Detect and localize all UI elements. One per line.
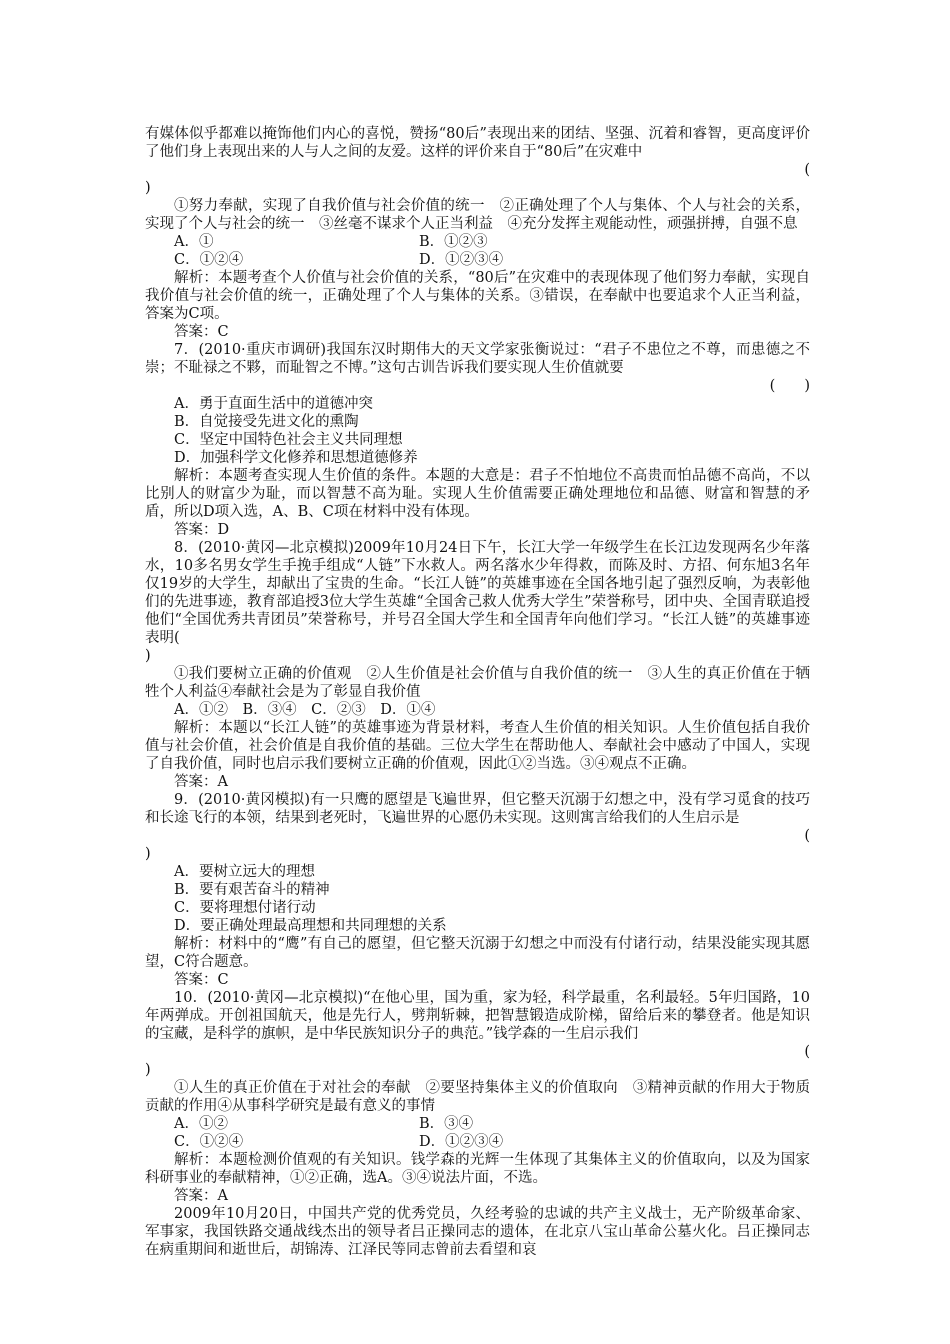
q10-option-a: A．①② (174, 1116, 228, 1132)
q10-paren-close: ) (145, 1062, 151, 1078)
q9-option-b: B．要有艰苦奋斗的精神 (174, 882, 330, 898)
q8-items: ①我们要树立正确的价值观 ②人生价值是社会价值与自我价值的统一 ③人生的真正价值在于牺牲个人利益④奉献社会是为了彰显自我价值 (145, 666, 810, 700)
q10-answer: 答案：A (174, 1188, 228, 1204)
q9-stem: 9．(2010·黄冈模拟)有一只鹰的愿望是飞遍世界，但它整天沉溺于幻想之中，没有学习觅食的技巧和长途飞行的本领，结果到老死时，飞遍世界的心愿仍未实现。这则寓言给我们的人生启示是 (145, 792, 810, 826)
q10-options-row-2 (145, 1133, 810, 1151)
q7-stem: 7．(2010·重庆市调研)我国东汉时期伟大的天文学家张衡说过：“君子不患位之不尊，而患德之不崇；不耻禄之不夥，而耻智之不博。”这句古训告诉我们要实现人生价值就要 (145, 342, 810, 376)
q6-option-c: C．①②④ (174, 252, 244, 268)
q6-option-a: A．① (174, 234, 214, 250)
q8-analysis: 解析：本题以“长江人链”的英雄事迹为背景材料，考查人生价值的相关知识。人生价值包括自我价值与社会价值，社会价值是自我价值的基础。三位大学生在帮助他人、奉献社会中感动了中国人，实现了自我价值，同时也启示我们要树立正确的价值观，因此①②当选。③④观点不正确。 (145, 720, 810, 772)
q9-paren-close: ) (145, 846, 151, 862)
q6-options-row-2 (145, 251, 810, 269)
q9-option-c: C．要将理想付诸行动 (174, 900, 316, 916)
q10-options-row-1 (145, 1115, 810, 1133)
q10-items: ①人生的真正价值在于对社会的奉献 ②要坚持集体主义的价值取向 ③精神贡献的作用大于物质贡献的作用④从事科学研究是最有意义的事情 (145, 1080, 810, 1114)
q7-option-a: A．勇于直面生活中的道德冲突 (174, 396, 373, 412)
q9-analysis: 解析：材料中的“鹰”有自己的愿望，但它整天沉溺于幻想之中而没有付诸行动，结果没能实现其愿望，C符合题意。 (145, 936, 810, 970)
q10-analysis: 解析：本题检测价值观的有关知识。钱学森的光辉一生体现了其集体主义的价值取向，以及为国家科研事业的奉献精神，①②正确，选A。③④说法片面，不选。 (145, 1152, 810, 1186)
q10-stem: 10．(2010·黄冈—北京模拟)“在他心里，国为重，家为轻，科学最重，名利最轻。5年归国路，10年两弹成。开创祖国航天，他是先行人，劈荆斩棘，把智慧锻造成阶梯，留给后来的攀登者。他是知识的宝藏，是科学的旗帜，是中华民族知识分子的典范。”钱学森的一生启示我们 (145, 990, 810, 1042)
material-paragraph: 2009年10月20日，中国共产党的优秀党员，久经考验的忠诚的共产主义战士，无产阶级革命家、军事家，我国铁路交通战线杰出的领导者吕正操同志的遗体，在北京八宝山革命公墓火化。吕正操同志在病重期间和逝世后，胡锦涛、江泽民等同志曾前去看望和哀 (145, 1206, 810, 1258)
q6-items: ①努力奉献，实现了自我价值与社会价值的统一 ②正确处理了个人与集体、个人与社会的关系，实现了个人与社会的统一 ③丝毫不谋求个人正当利益 ④充分发挥主观能动性，顽强拼搏，自强不息 (145, 198, 810, 232)
q7-option-d: D．加强科学文化修养和思想道德修养 (174, 450, 418, 466)
q7-option-b: B．自觉接受先进文化的熏陶 (174, 414, 359, 430)
q9-answer: 答案：C (174, 972, 229, 988)
q10-option-d: D．①②③④ (419, 1134, 504, 1150)
q6-analysis: 解析：本题考查个人价值与社会价值的关系，“80后”在灾难中的表现体现了他们努力奉献，实现自我价值与社会价值的统一，正确处理了个人与集体的关系。③错误，在奉献中也要追求个人正当利益，答案为C项。 (145, 270, 810, 322)
q8-options: A．①② B．③④ C．②③ D．①④ (174, 702, 436, 718)
q9-paren-open: ( (804, 828, 810, 844)
q10-option-c: C．①②④ (174, 1134, 244, 1150)
q10-option-b: B．③④ (419, 1116, 474, 1132)
q7-answer: 答案：D (174, 522, 230, 538)
q7-option-c: C．坚定中国特色社会主义共同理想 (174, 432, 403, 448)
q10-paren-open: ( (804, 1044, 810, 1060)
q7-analysis: 解析：本题考查实现人生价值的条件。本题的大意是：君子不怕地位不高贵而怕品德不高尚，不以比别人的财富少为耻，而以智慧不高为耻。实现人生价值需要正确处理地位和品德、财富和智慧的矛盾，所以D项入选，A、B、C项在材料中没有体现。 (145, 468, 810, 520)
q9-option-d: D．要正确处理最高理想和共同理想的关系 (174, 918, 447, 934)
q8-answer: 答案：A (174, 774, 228, 790)
q6-paren-close: ) (145, 180, 151, 196)
document-page (145, 125, 810, 1259)
q6-option-d: D．①②③④ (419, 252, 504, 268)
q6-options-row-1 (145, 233, 810, 251)
q6-stem: 有媒体似乎都难以掩饰他们内心的喜悦，赞扬“80后”表现出来的团结、坚强、沉着和睿智，更高度评价了他们身上表现出来的人与人之间的友爱。这样的评价来自于“80后”在灾难中 (145, 126, 810, 160)
q6-option-b: B．①②③ (419, 234, 488, 250)
q7-paren: ( ) (769, 378, 810, 394)
q8-stem: 8．(2010·黄冈—北京模拟)2009年10月24日下午，长江大学一年级学生在长江边发现两名少年落水，10多名男女学生手挽手组成“人链”下水救人。两名落水少年得救，而陈及时、方招、何东旭3名年仅19岁的大学生，却献出了宝贵的生命。“长江人链”的英雄事迹在全国各地引起了强烈反响，为表彰他们的先进事迹，教育部追授3位大学生英雄“全国舍己救人优秀大学生”荣誉称号，团中央、全国青联追授他们“全国优秀共青团员”荣誉称号，并号召全国大学生和全国青年向他们学习。“长江人链”的英雄事迹表明( (145, 540, 810, 646)
q6-answer: 答案：C (174, 324, 229, 340)
q9-option-a: A．要树立远大的理想 (174, 864, 315, 880)
q8-paren-close: ) (145, 648, 151, 664)
q6-paren-open: ( (804, 162, 810, 178)
